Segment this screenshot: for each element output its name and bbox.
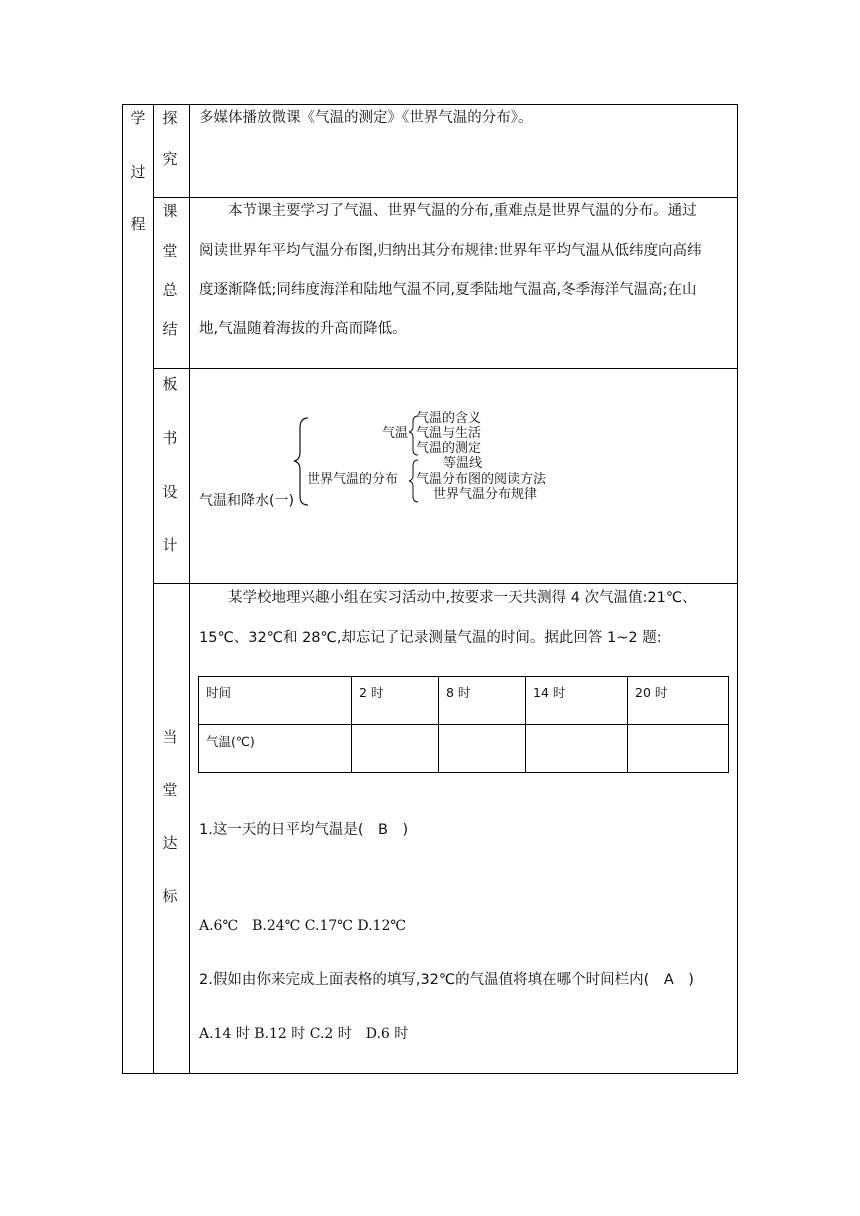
explore-text: 多媒体播放微课《气温的测定》《世界气温的分布》。	[199, 110, 533, 126]
practice-label-char: 达	[162, 834, 178, 852]
question-2: 2.假如由你来完成上面表格的填写,32℃的气温值将填在哪个时间栏内( A )	[199, 972, 694, 988]
column-divider-2	[189, 104, 190, 1074]
board-branch2: 世界气温的分布	[307, 472, 399, 487]
summary-label-char: 堂	[162, 242, 178, 260]
board-label-char: 书	[162, 429, 178, 447]
row-divider-3	[153, 583, 738, 584]
table-row-label: 气温(℃)	[206, 734, 255, 749]
table-header-cell: 时间	[206, 685, 232, 700]
board-label-char: 设	[162, 483, 178, 501]
summary-line: 地,气温随着海拔的升高而降低。	[199, 321, 407, 337]
process-label-char: 程	[130, 215, 146, 233]
board-branch2-item: 等温线	[443, 456, 483, 471]
board-braces	[290, 410, 430, 510]
temperature-table	[198, 676, 729, 773]
table-border-top	[122, 104, 738, 105]
board-branch1-item: 气温的测定	[416, 441, 482, 456]
table-border-bottom	[122, 1073, 738, 1074]
practice-intro-line: 15℃、32℃和 28℃,却忘记了记录测量气温的时间。据此回答 1~2 题:	[199, 630, 662, 646]
explore-label-char: 探	[162, 109, 178, 127]
explore-label-char: 究	[162, 150, 178, 168]
practice-label-char: 堂	[162, 781, 178, 799]
summary-label-char: 总	[162, 281, 178, 299]
process-label-char: 学	[130, 109, 146, 127]
board-branch2-item: 世界气温分布规律	[433, 487, 538, 502]
main-brace	[294, 418, 308, 505]
table-border-left	[122, 104, 123, 1074]
board-root: 气温和降水(一)	[199, 493, 294, 509]
board-branch1-item: 气温的含义	[416, 411, 482, 426]
board-branch1: 气温	[382, 426, 409, 441]
summary-label-char: 结	[162, 320, 178, 338]
summary-label-char: 课	[162, 202, 178, 220]
table-header-cell: 8 时	[446, 685, 471, 700]
summary-line: 阅读世界年平均气温分布图,归纳出其分布规律:世界年平均气温从低纬度向高纬	[199, 243, 702, 259]
row-divider-2	[153, 368, 738, 369]
practice-intro-line: 某学校地理兴趣小组在实习活动中,按要求一天共测得 4 次气温值:21℃、	[228, 590, 697, 606]
practice-label-char: 标	[162, 887, 178, 905]
table-header-cell: 14 时	[533, 685, 566, 700]
row-divider-1	[153, 197, 738, 198]
table-border-right	[737, 104, 738, 1074]
practice-label-char: 当	[162, 728, 178, 746]
board-label-char: 板	[162, 375, 178, 393]
column-divider-1	[153, 104, 154, 1074]
summary-line: 本节课主要学习了气温、世界气温的分布,重难点是世界气温的分布。通过	[228, 203, 697, 219]
board-label-char: 计	[162, 536, 178, 554]
board-branch1-item: 气温与生活	[416, 426, 482, 441]
question-2-options: A.14 时 B.12 时 C.2 时 D.6 时	[199, 1026, 409, 1042]
table-header-cell: 2 时	[359, 685, 384, 700]
question-1: 1.这一天的日平均气温是( B )	[199, 822, 409, 838]
question-1-options: A.6℃ B.24℃ C.17℃ D.12℃	[199, 918, 407, 934]
table-header-cell: 20 时	[635, 685, 668, 700]
process-label-char: 过	[130, 163, 146, 181]
board-branch2-item: 气温分布图的阅读方法	[416, 472, 547, 487]
summary-line: 度逐渐降低;同纬度海洋和陆地气温不同,夏季陆地气温高,冬季海洋气温高;在山	[199, 282, 697, 298]
